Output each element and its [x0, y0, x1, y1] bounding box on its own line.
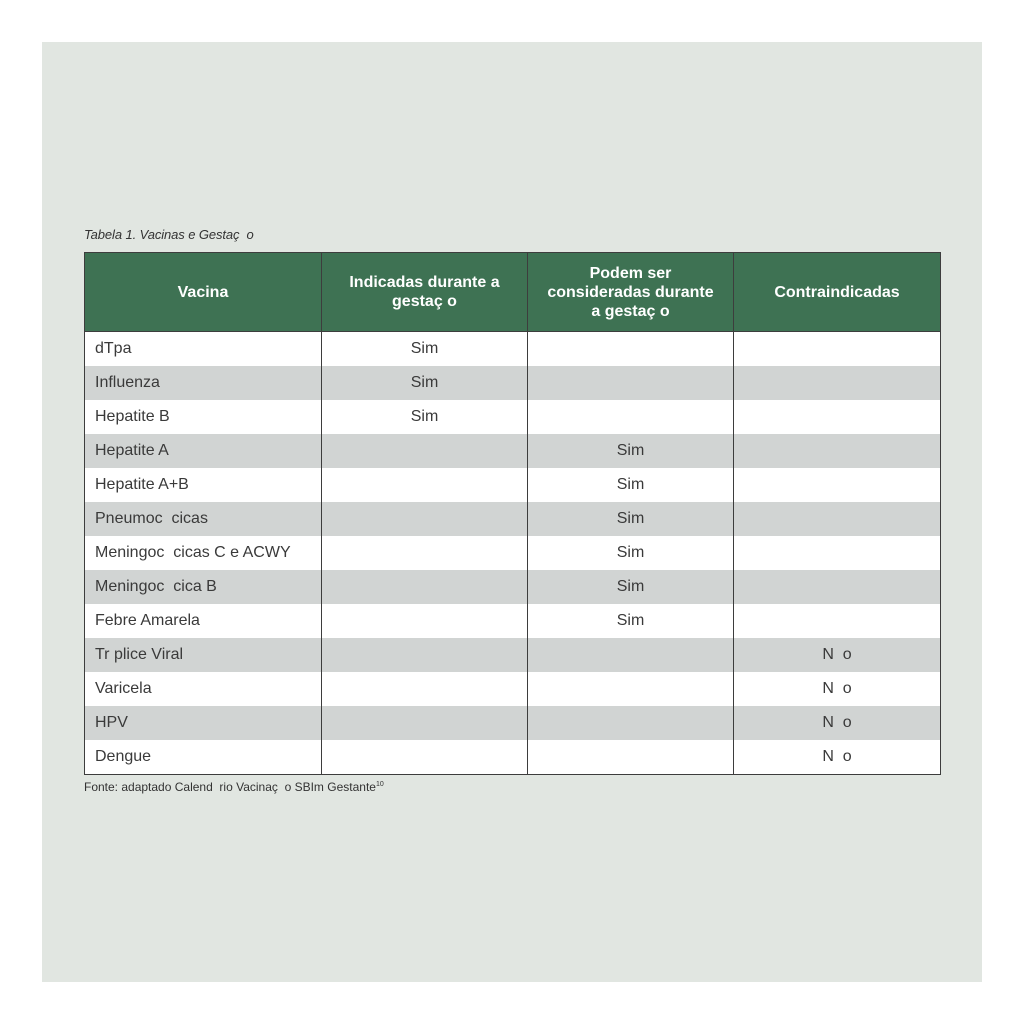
- table-body: [85, 332, 941, 775]
- table-row: [85, 502, 941, 536]
- cell-contraindicadas: [734, 434, 941, 468]
- header-indicadas: Indicadas durante a gestaç o: [322, 253, 528, 332]
- cell-podem-ser-consideradas: [528, 366, 734, 400]
- cell-vacina: Meningoc cica B: [85, 570, 322, 604]
- cell-podem-ser-consideradas: [528, 740, 734, 775]
- table-row: [85, 570, 941, 604]
- cell-vacina: Meningoc cicas C e ACWY: [85, 536, 322, 570]
- cell-podem-ser-consideradas: [528, 638, 734, 672]
- cell-vacina: Hepatite B: [85, 400, 322, 434]
- table-row: [85, 536, 941, 570]
- cell-contraindicadas: [734, 468, 941, 502]
- cell-contraindicadas: [734, 570, 941, 604]
- cell-vacina: Hepatite A+B: [85, 468, 322, 502]
- cell-contraindicadas: [734, 536, 941, 570]
- cell-podem-ser-consideradas: [528, 332, 734, 367]
- cell-podem-ser-consideradas: Sim: [528, 502, 734, 536]
- cell-contraindicadas: N o: [734, 706, 941, 740]
- cell-contraindicadas: N o: [734, 740, 941, 775]
- source-reference: 10: [375, 781, 384, 788]
- cell-vacina: Tr plice Viral: [85, 638, 322, 672]
- cell-vacina: Hepatite A: [85, 434, 322, 468]
- cell-indicadas: [322, 672, 528, 706]
- header-contraindicadas: Contraindicadas: [734, 253, 941, 332]
- cell-indicadas: [322, 740, 528, 775]
- cell-podem-ser-consideradas: [528, 400, 734, 434]
- cell-podem-ser-consideradas: Sim: [528, 604, 734, 638]
- table-row: [85, 400, 941, 434]
- cell-indicadas: [322, 468, 528, 502]
- table-row: [85, 434, 941, 468]
- cell-vacina: Pneumoc cicas: [85, 502, 322, 536]
- cell-podem-ser-consideradas: Sim: [528, 570, 734, 604]
- cell-indicadas: [322, 536, 528, 570]
- header-podem-ser-consideradas: Podem ser consideradas durante a gestaç o: [528, 253, 734, 332]
- cell-podem-ser-consideradas: Sim: [528, 536, 734, 570]
- table-caption: Tabela 1. Vacinas e Gestaç o: [84, 227, 254, 242]
- cell-contraindicadas: N o: [734, 672, 941, 706]
- cell-contraindicadas: [734, 332, 941, 367]
- cell-podem-ser-consideradas: Sim: [528, 468, 734, 502]
- cell-contraindicadas: [734, 366, 941, 400]
- cell-podem-ser-consideradas: [528, 706, 734, 740]
- cell-indicadas: [322, 604, 528, 638]
- table-header: [85, 253, 941, 332]
- table-row: [85, 672, 941, 706]
- cell-indicadas: Sim: [322, 332, 528, 367]
- cell-contraindicadas: N o: [734, 638, 941, 672]
- cell-vacina: Varicela: [85, 672, 322, 706]
- cell-indicadas: [322, 434, 528, 468]
- cell-vacina: dTpa: [85, 332, 322, 367]
- table-row: [85, 468, 941, 502]
- vaccines-table: [84, 252, 941, 775]
- table-row: [85, 332, 941, 367]
- cell-podem-ser-consideradas: [528, 672, 734, 706]
- table-row: [85, 366, 941, 400]
- cell-indicadas: [322, 570, 528, 604]
- header-vacina: Vacina: [85, 253, 322, 332]
- cell-vacina: HPV: [85, 706, 322, 740]
- cell-indicadas: [322, 502, 528, 536]
- cell-podem-ser-consideradas: Sim: [528, 434, 734, 468]
- cell-vacina: Febre Amarela: [85, 604, 322, 638]
- cell-indicadas: [322, 706, 528, 740]
- source-text: Fonte: adaptado Calend rio Vacinaç o SBIm Gestante: [84, 780, 376, 794]
- table-row: [85, 706, 941, 740]
- cell-vacina: Dengue: [85, 740, 322, 775]
- table-row: [85, 604, 941, 638]
- cell-contraindicadas: [734, 604, 941, 638]
- table-row: [85, 638, 941, 672]
- cell-indicadas: Sim: [322, 400, 528, 434]
- cell-indicadas: Sim: [322, 366, 528, 400]
- source-note: [84, 780, 384, 794]
- cell-contraindicadas: [734, 400, 941, 434]
- table-row: [85, 740, 941, 775]
- header-row: [85, 253, 941, 332]
- cell-contraindicadas: [734, 502, 941, 536]
- cell-vacina: Influenza: [85, 366, 322, 400]
- cell-indicadas: [322, 638, 528, 672]
